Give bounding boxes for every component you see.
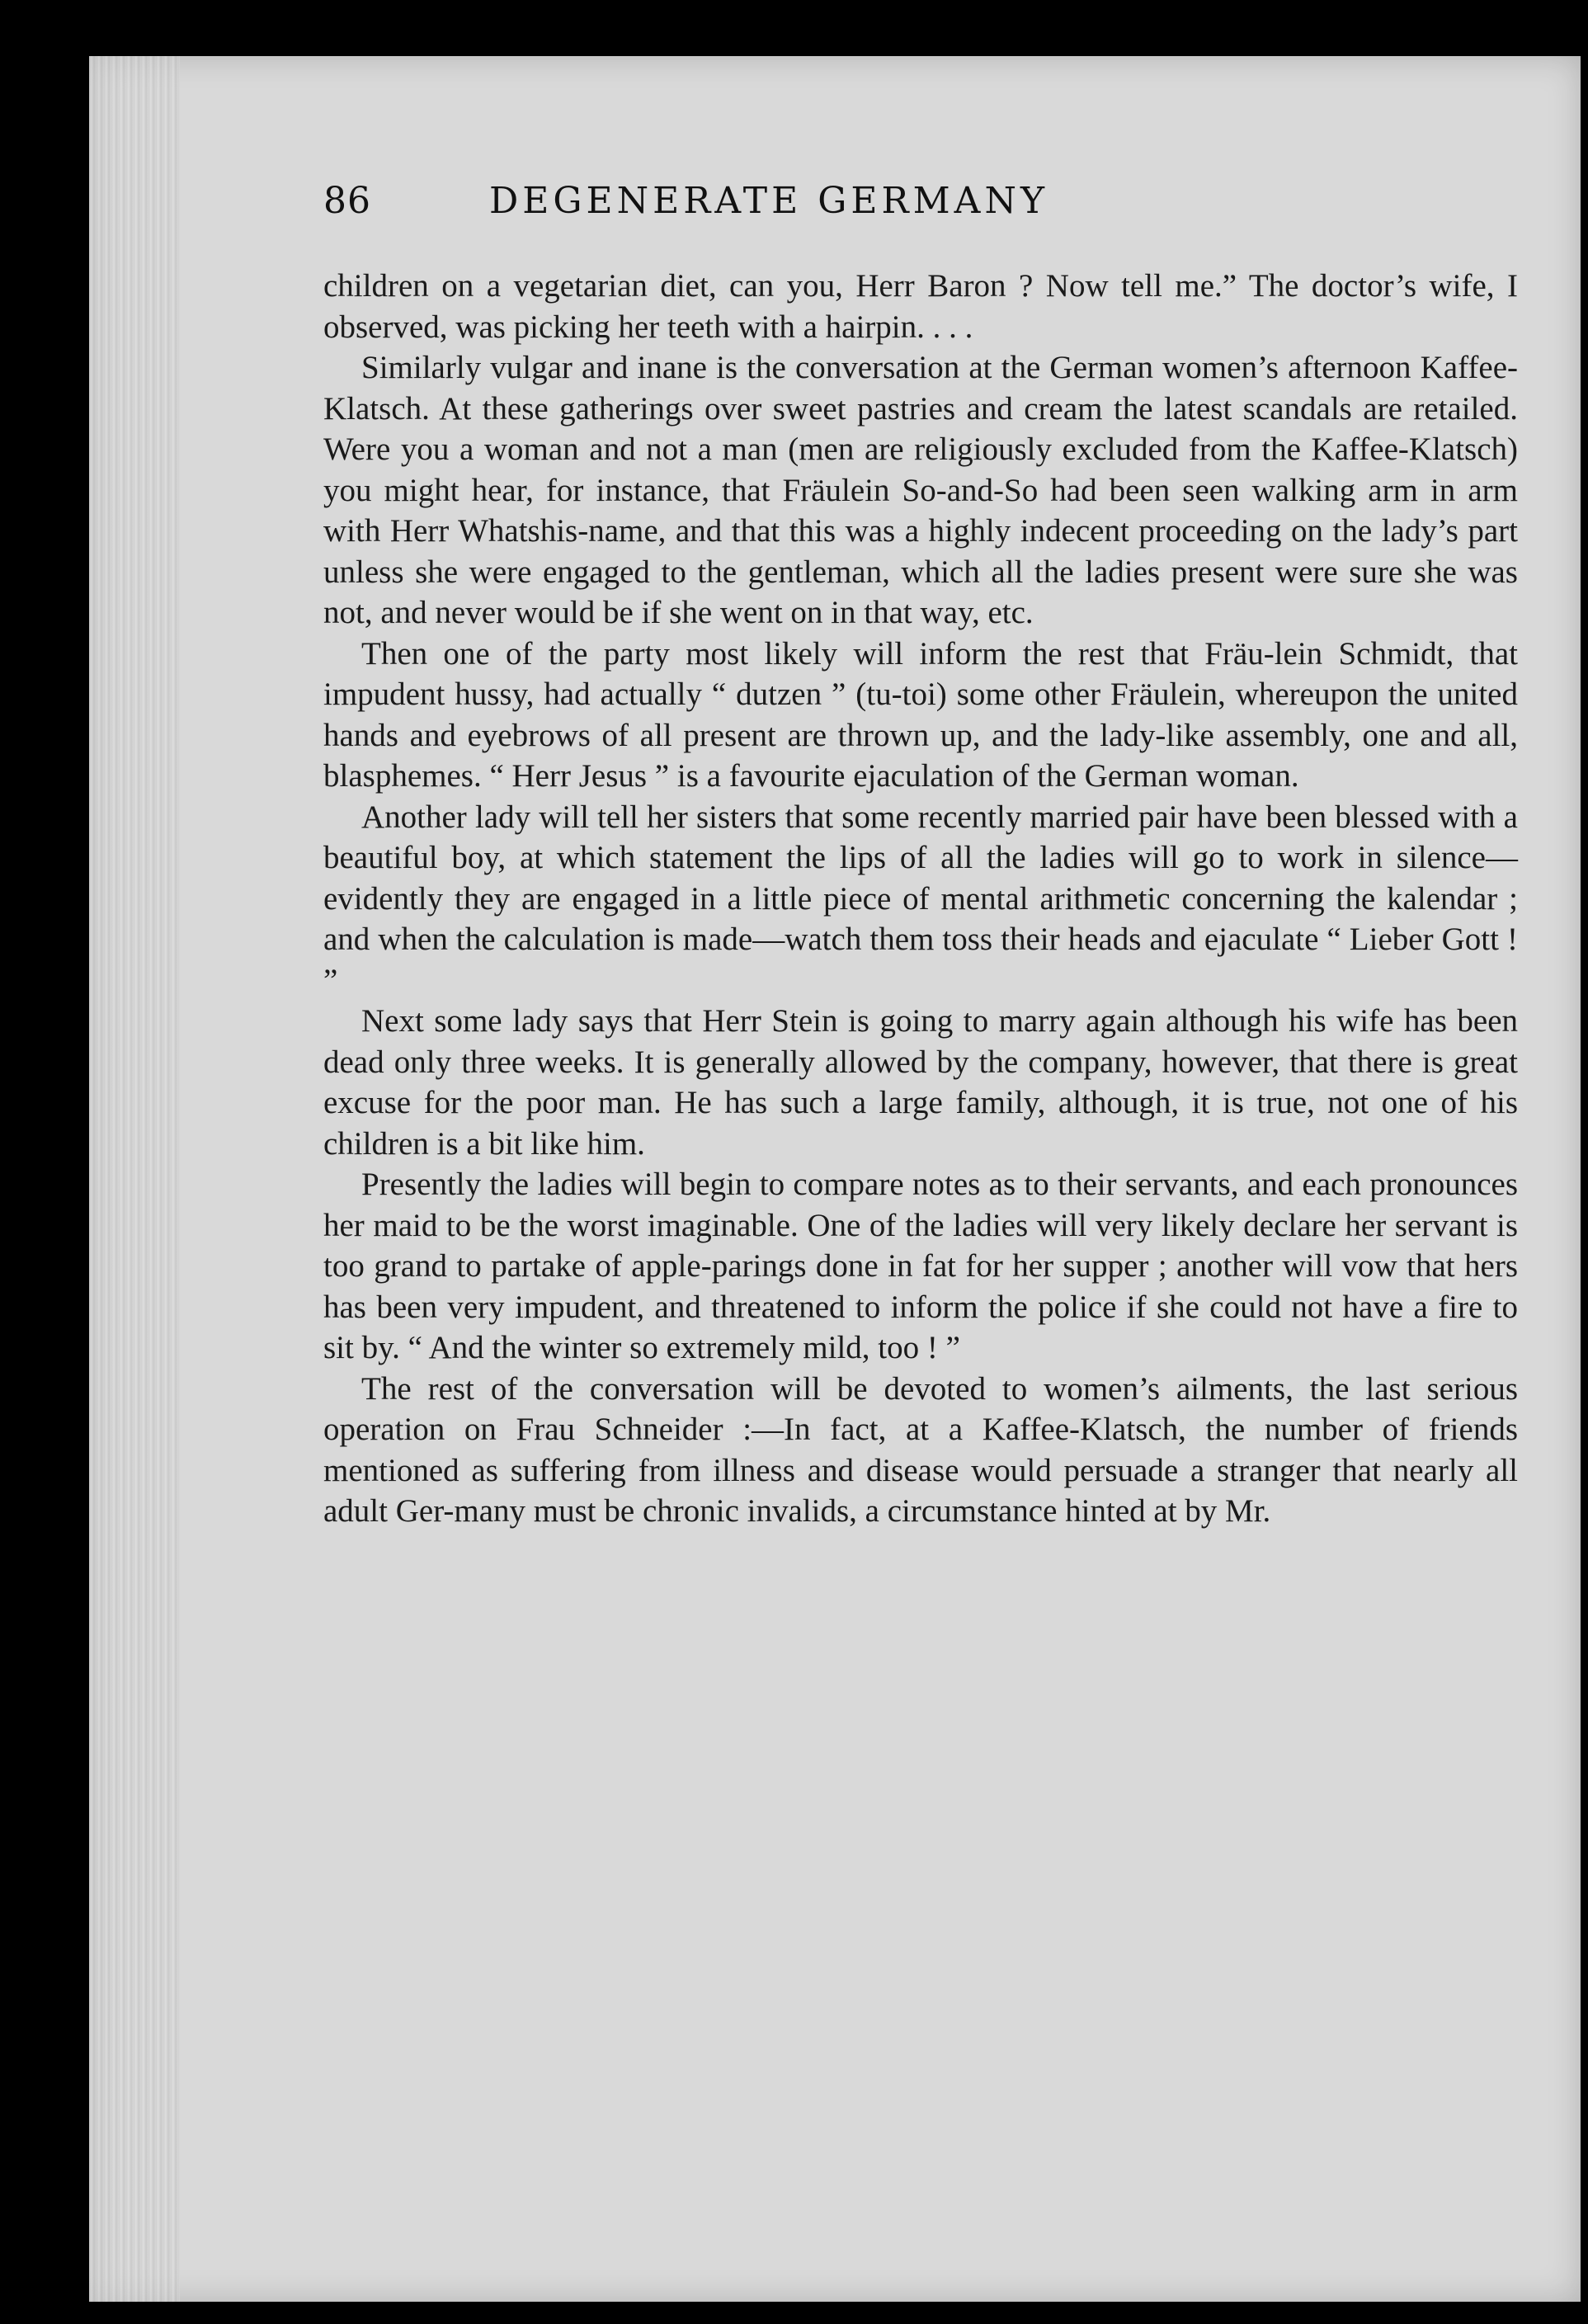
paragraph: Then one of the party most likely will inform the rest that Fräu-lein Schmidt, that impudent hussy, had actually “ dutzen ” (tu-toi) some other Fräulein, whereupon the united hands and eyebrows of all present are thrown up, and the lady-like assembly, one and all, blasphemes. “ Herr Jesus ” is a favourite ejaculation of the German woman. (323, 635, 1518, 794)
paragraph: Another lady will tell her sisters that some recently married pair have been blessed with a beautiful boy, at which statement the lips of all the ladies will go to work in silence—evidently they are engaged in a little piece of mental arithmetic concerning the kalendar ; and when the calculation is made—watch them toss their heads and ejaculate “ Lieber Gott ! ” (323, 799, 1518, 998)
paragraph: Next some lady says that Herr Stein is going to marry again although his wife has been dead only three weeks. It is generally allowed by the company, however, that there is great excuse for the poor man. He has such a large family, although, it is true, not one of his children is a bit like him. (323, 1003, 1518, 1162)
running-title: DEGENERATE GERMANY (488, 180, 1048, 222)
page-number: 86 (323, 180, 371, 222)
body-text (323, 266, 1518, 1532)
paragraph: Presently the ladies will begin to compare notes as to their servants, and each pronounces her maid to be the worst imaginable. One of the ladies will very likely declare her servant is too grand to partake of apple-parings done in fat for her supper ; another will vow that hers has been very impudent, and threatened to inform the police if she could not have a fire to sit by. “ And the winter so extremely mild, too ! ” (323, 1167, 1518, 1365)
page-header (323, 180, 1214, 238)
paragraph: The rest of the conversation will be devoted to women’s ailments, the last serious operation on Frau Schneider :—In fact, at a Kaffee-Klatsch, the number of friends mentioned as suffering from illness and disease would persuade a stranger that nearly all adult Ger-many must be chronic invalids, a circumstance hinted at by Mr. (323, 1370, 1518, 1529)
paragraph: Similarly vulgar and inane is the conversation at the German women’s afternoon Kaffee-Klatsch. At these gatherings over sweet pastries and cream the latest scandals are retailed. Were you a woman and not a man (men are religiously excluded from the Kaffee-Klatsch) you might hear, for instance, that Fräulein So-and-So had been seen walking arm in arm with Herr Whatshis-name, and that this was a highly indecent proceeding on the lady’s part unless she were engaged to the gentleman, which all the ladies present were sure she was not, and never would be if she went on in that way, etc. (323, 350, 1518, 630)
paragraph: children on a vegetarian diet, can you, Herr Baron ? Now tell me.” The doctor’s wife, I observed, was picking her teeth with a hairpin. . . . (323, 268, 1518, 345)
page-edge-stack (89, 56, 180, 2302)
